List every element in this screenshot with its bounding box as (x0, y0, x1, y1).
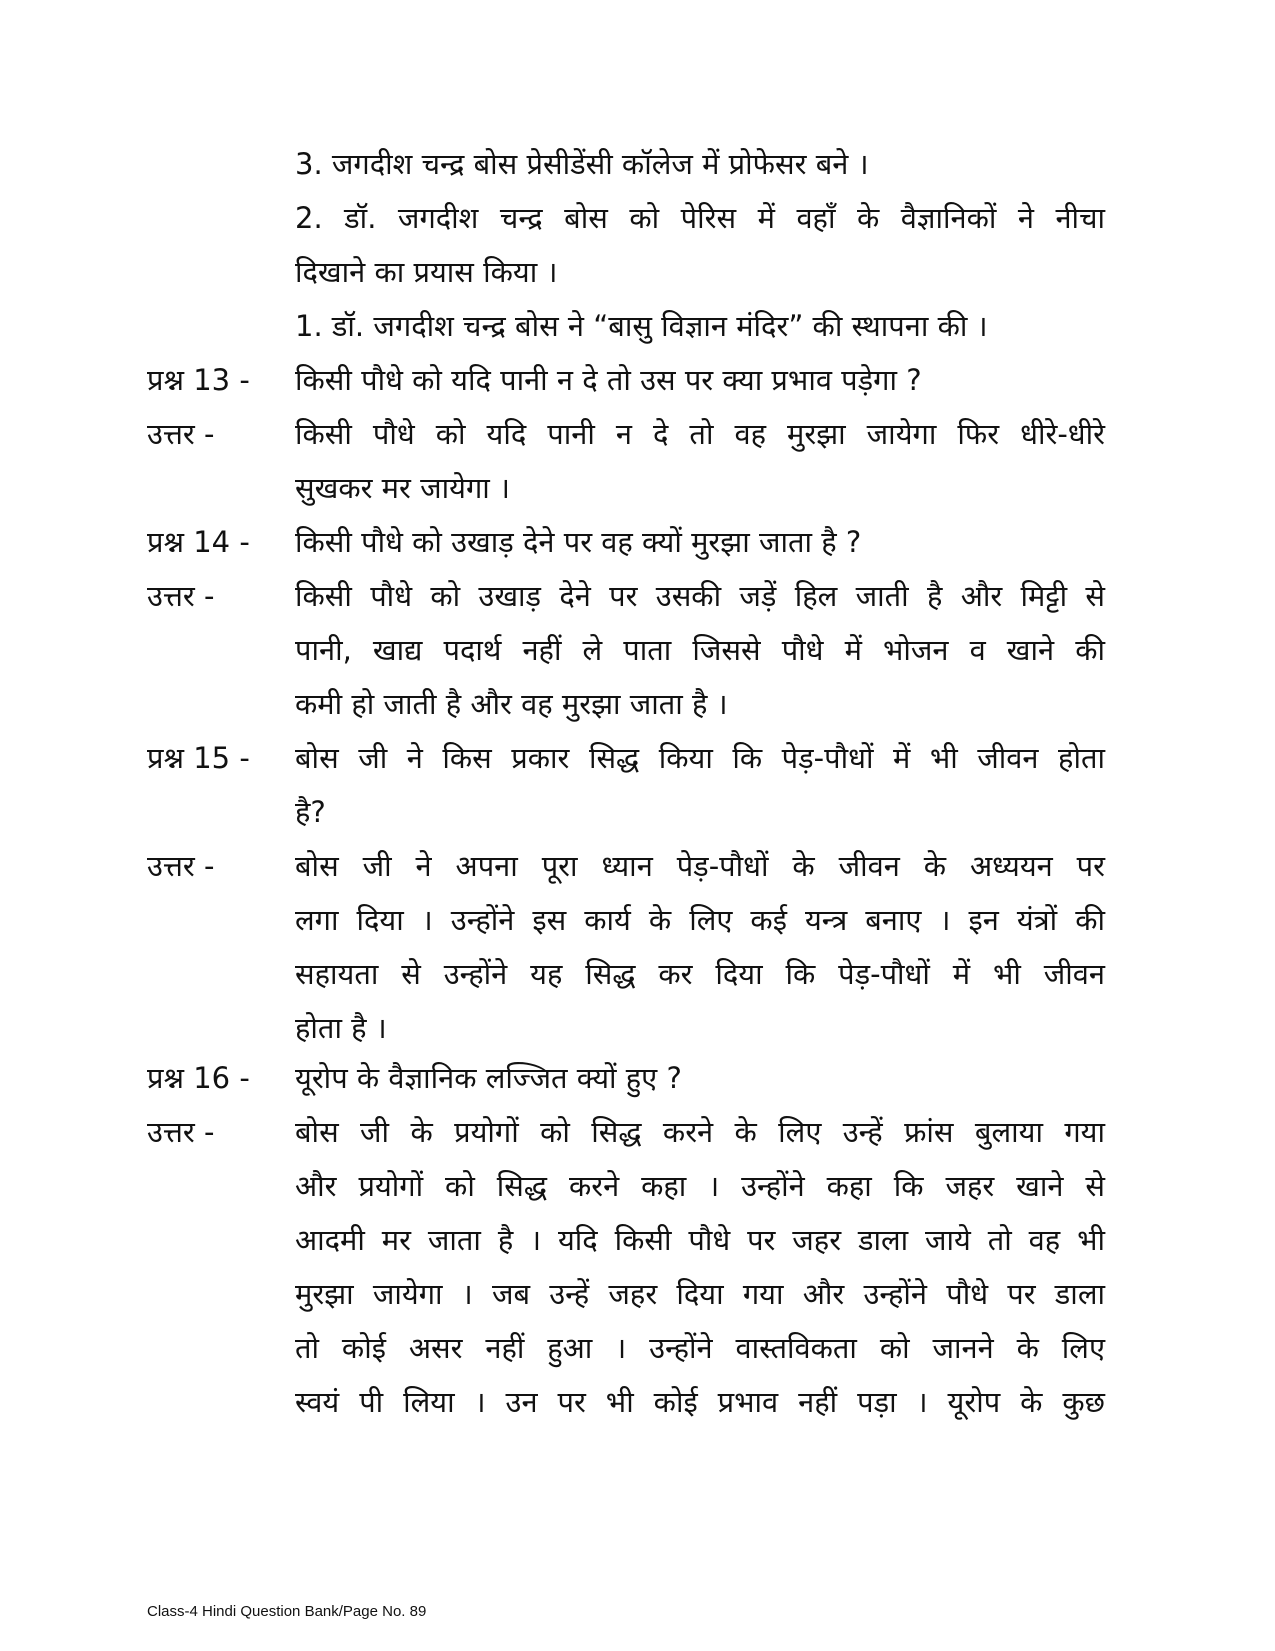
answer-15-line-3: सहायता से उन्होंने यह सिद्ध कर दिया कि पेड़-पौधों में भी जीवन (295, 957, 1105, 991)
question-14-label: प्रश्न 14 - (147, 525, 250, 559)
question-14-text: किसी पौधे को उखाड़ देने पर वह क्यों मुरझा जाता है ? (295, 525, 862, 559)
question-15-line-1: बोस जी ने किस प्रकार सिद्ध किया कि पेड़-पौधों में भी जीवन होता (295, 741, 1105, 775)
answer-14-line-2: पानी, खाद्य पदार्थ नहीं ले पाता जिससे पौधे में भोजन व खाने की (295, 633, 1105, 667)
answer-16-line-3: आदमी मर जाता है । यदि किसी पौधे पर जहर डाला जाये तो वह भी (295, 1223, 1105, 1257)
question-15-line-2: है? (295, 795, 326, 829)
answer-13-label: उत्तर - (147, 417, 215, 451)
answer-16-line-2: और प्रयोगों को सिद्ध करने कहा । उन्होंने कहा कि जहर खाने से (295, 1169, 1105, 1203)
answer-15-line-1: बोस जी ने अपना पूरा ध्यान पेड़-पौधों के जीवन के अध्ययन पर (295, 849, 1105, 883)
question-13-label: प्रश्न 13 - (147, 363, 250, 397)
list-item-2-line-1: 2. डॉ. जगदीश चन्द्र बोस को पेरिस में वहाँ के वैज्ञानिकों ने नीचा (295, 201, 1105, 235)
answer-16-line-6: स्वयं पी लिया । उन पर भी कोई प्रभाव नहीं पड़ा । यूरोप के कुछ (295, 1385, 1105, 1419)
question-13-text: किसी पौधे को यदि पानी न दे तो उस पर क्या प्रभाव पड़ेगा ? (295, 363, 922, 397)
answer-13-line-2: सुखकर मर जायेगा । (295, 471, 510, 505)
answer-16-label: उत्तर - (147, 1115, 215, 1149)
page-footer: Class-4 Hindi Question Bank/Page No. 89 (147, 1603, 427, 1620)
answer-13-line-1: किसी पौधे को यदि पानी न दे तो वह मुरझा जायेगा फिर धीरे-धीरे (295, 417, 1105, 451)
list-item-3: 3. जगदीश चन्द्र बोस प्रेसीडेंसी कॉलेज में प्रोफेसर बने । (295, 147, 869, 181)
answer-15-line-2: लगा दिया । उन्होंने इस कार्य के लिए कई यन्त्र बनाए । इन यंत्रों की (295, 903, 1105, 937)
answer-16-line-5: तो कोई असर नहीं हुआ । उन्होंने वास्तविकता को जानने के लिए (295, 1331, 1105, 1365)
answer-15-label: उत्तर - (147, 849, 215, 883)
list-item-1: 1. डॉ. जगदीश चन्द्र बोस ने “बासु विज्ञान मंदिर” की स्थापना की । (295, 309, 988, 343)
list-item-2-line-2: दिखाने का प्रयास किया । (295, 255, 558, 289)
answer-16-line-4: मुरझा जायेगा । जब उन्हें जहर दिया गया और उन्होंने पौधे पर डाला (295, 1277, 1105, 1311)
answer-15-line-4: होता है । (295, 1011, 387, 1045)
question-16-text: यूरोप के वैज्ञानिक लज्जित क्यों हुए ? (295, 1061, 682, 1095)
answer-16-line-1: बोस जी के प्रयोगों को सिद्ध करने के लिए उन्हें फ्रांस बुलाया गया (295, 1115, 1105, 1149)
answer-14-label: उत्तर - (147, 579, 215, 613)
question-15-label: प्रश्न 15 - (147, 741, 250, 775)
question-16-label: प्रश्न 16 - (147, 1061, 250, 1095)
answer-14-line-3: कमी हो जाती है और वह मुरझा जाता है । (295, 687, 728, 721)
answer-14-line-1: किसी पौधे को उखाड़ देने पर उसकी जड़ें हिल जाती है और मिट्टी से (295, 579, 1105, 613)
